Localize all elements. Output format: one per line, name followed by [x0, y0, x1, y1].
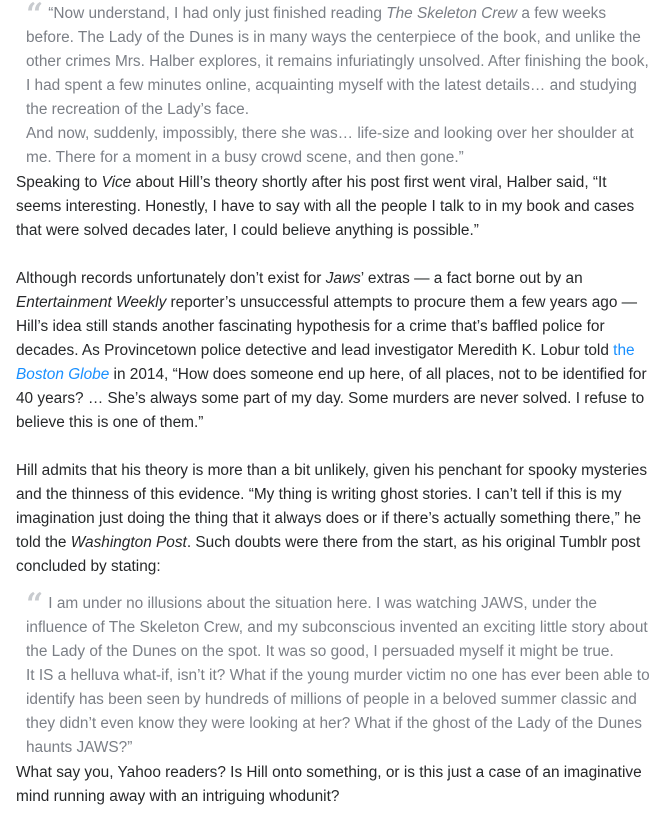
article-paragraph — [16, 459, 651, 579]
paragraph-text: . Such doubts were there from the start, as his original Tumblr post concluded by stating: — [16, 534, 641, 575]
article-paragraph: What say you, Yahoo readers? Is Hill onto something, or is this just a case of an imaginative mind running away with an intriguing whodunit? — [16, 764, 642, 805]
paragraph-text: in 2014, “How does someone end up here, of all places, not to be identified for 40 years? … She’s always some part of my day. Some murders are never solved. I refuse to believe this is one of them.” — [16, 366, 647, 431]
paragraph-text: reporter’s unsuccessful attempts to procure them a few years ago — Hill’s idea still stands another fascinating hypothesis for a crime that’s baffled police for decades. As Provincetown police detective and lead investigator Meredith K. Lobur told — [16, 294, 638, 359]
quote-text: “Now understand, I had only just finished reading — [48, 5, 387, 22]
paragraph-text: ’ extras — a fact borne out by an — [360, 270, 583, 287]
quote-paragraph — [26, 587, 651, 664]
link-text: Boston Globe — [16, 366, 110, 383]
article-paragraph — [16, 267, 651, 435]
quote-paragraph: And now, suddenly, impossibly, there she was… life-size and looking over her shoulder at me. There for a moment in a busy crowd scene, and then gone.” — [26, 125, 634, 166]
quote-paragraph — [26, 2, 651, 122]
blockquote-skeleton-crew — [16, 2, 651, 170]
quote-paragraph: It IS a helluva what-if, isn’t it? What if the young murder victim no one has ever been able to identify has been seen by hundreds of millions of people in a beloved summer classic and they didn’t even know they were looking at her? What if the ghost of the Lady of the Dunes haunts JAWS?” — [26, 667, 650, 756]
film-title: Jaws — [325, 270, 361, 287]
quote-text: a few weeks before. The Lady of the Dunes is in many ways the centerpiece of the book, and unlike the other crimes Mrs. Halber explores, it remains infuriatingly unsolved. After finishing the book, I had spent a few minutes online, acquainting myself with the latest details… and studying the recreation of the Lady’s face. — [26, 5, 649, 118]
link-text: the — [613, 342, 635, 359]
publication-name: Washington Post — [70, 534, 187, 551]
publication-name: Vice — [101, 174, 132, 191]
paragraph-text: Although records unfortunately don’t exist for — [16, 270, 326, 287]
quote-mark-icon: “ — [26, 587, 41, 622]
quote-mark-icon: “ — [26, 0, 41, 32]
paragraph-text: about Hill’s theory shortly after his post first went viral, Halber said, “It seems interesting. Honestly, I have to say with all the people I talk to in my book and cases that were solved decades later, I could believe anything is possible.” — [16, 174, 635, 239]
book-title: The Skeleton Crew — [386, 5, 518, 22]
paragraph-text: Speaking to — [16, 174, 102, 191]
publication-name: Entertainment Weekly — [16, 294, 167, 311]
paragraph-text: Hill admits that his theory is more than a bit unlikely, given his penchant for spooky mysteries and the thinness of this evidence. “My thing is writing ghost stories. I can’t tell if this is my imagination just doing the thing that it always does or if there’s actually something there,” he told the — [16, 462, 648, 551]
quote-text: I am under no illusions about the situation here. I was watching JAWS, under the influence of The Skeleton Crew, and my subconscious invented an exciting little story about the Lady of the Dunes on the spot. It was so good, I persuaded myself it might be true. — [26, 595, 648, 660]
blockquote-tumblr-post — [16, 587, 651, 760]
article-paragraph — [16, 171, 651, 243]
